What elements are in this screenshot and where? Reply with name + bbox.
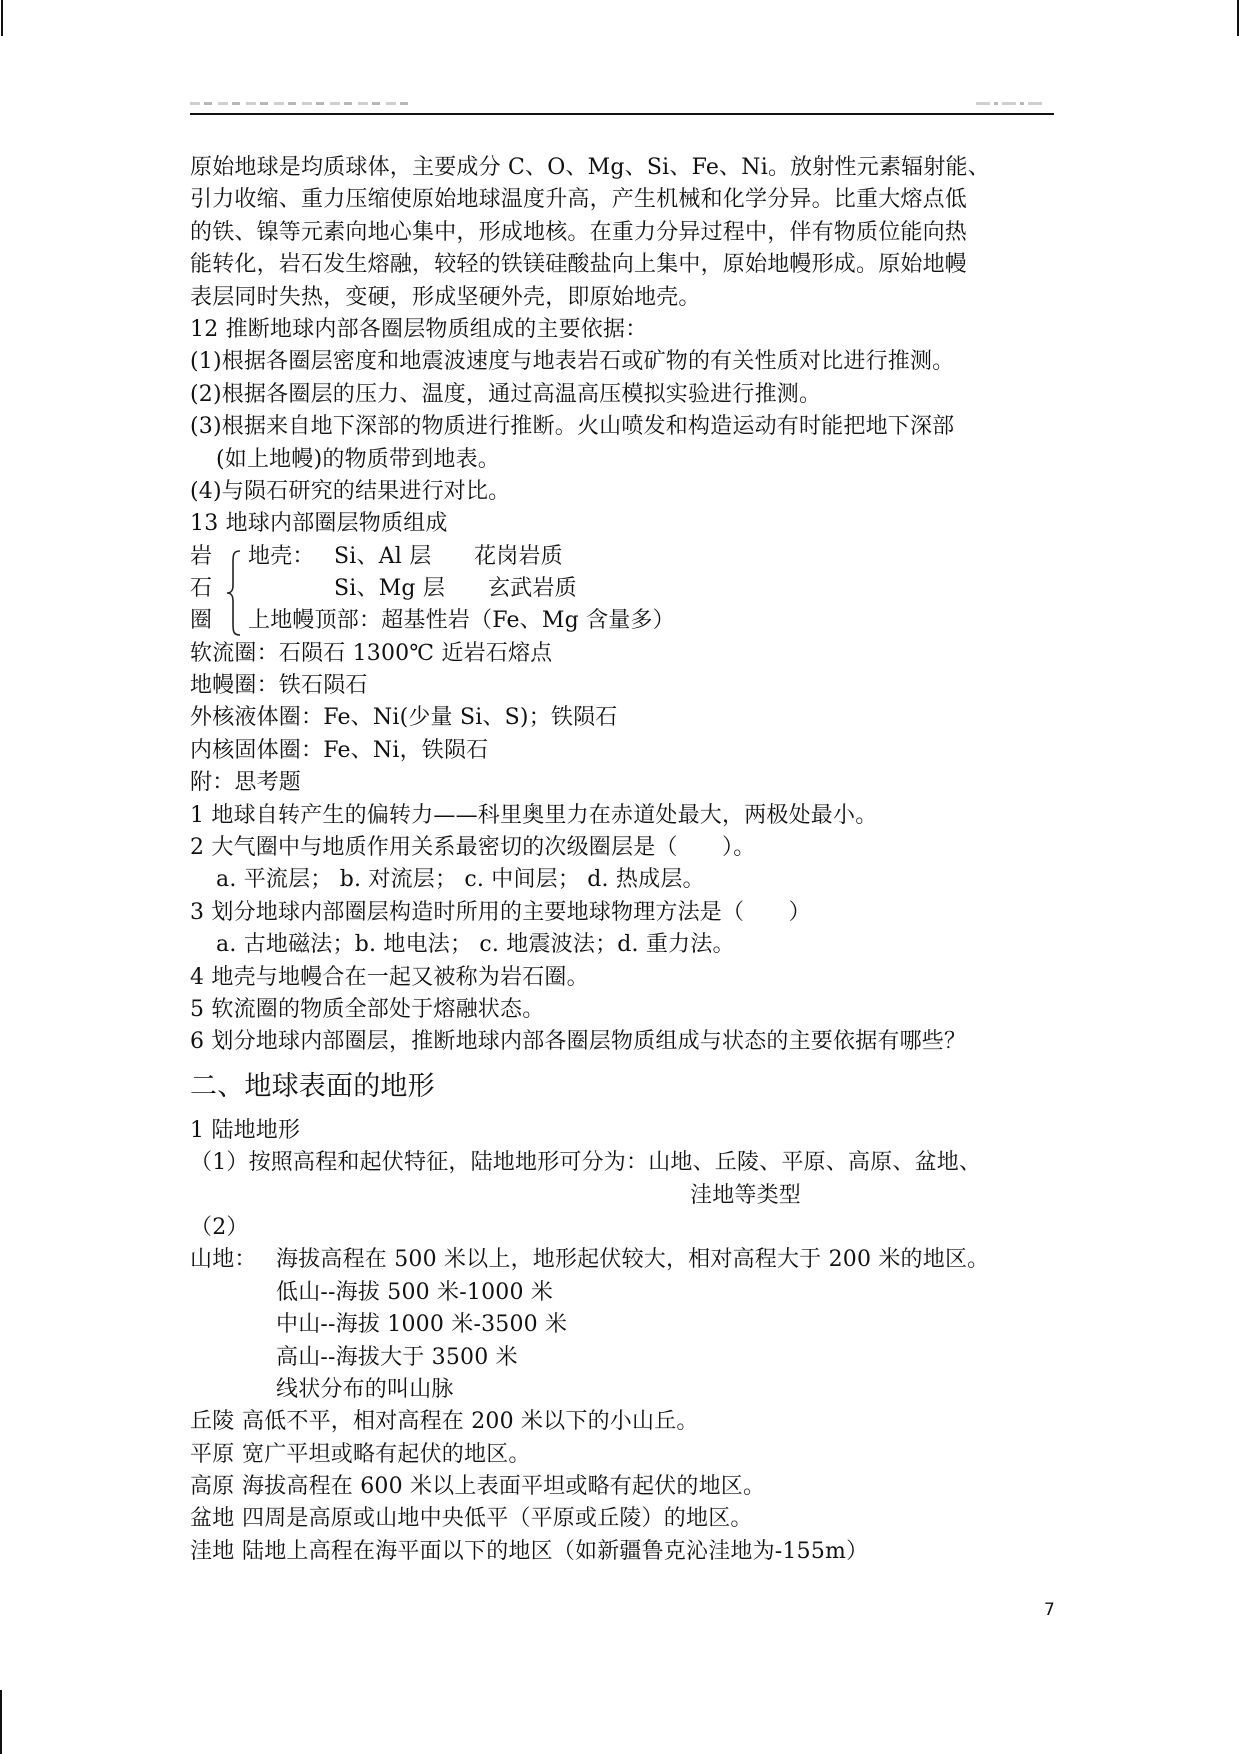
rock-sphere-rows xyxy=(248,541,675,638)
section-heading: 二、地球表面的地形 xyxy=(190,1070,435,1102)
section-two xyxy=(190,1061,1060,1568)
question: 1 地球自转产生的偏转力——科里奥里力在赤道处最大，两极处最小。 xyxy=(190,802,878,828)
layer-item: 软流圈：石陨石 1300℃ 近岩石熔点 xyxy=(190,640,553,666)
landform-definition: 高低不平，相对高程在 200 米以下的小山丘。 xyxy=(242,1409,699,1435)
text-line: 的铁、镍等元素向地心集中，形成地核。在重力分异过程中，伴有物质位能向热 xyxy=(190,219,968,245)
section-13-title: 13 地球内部圈层物质组成 xyxy=(190,511,448,537)
question-options: a. 古地磁法；b. 地电法； c. 地震波法；d. 重力法。 xyxy=(216,932,735,958)
list-item-continuation: (如上地幔)的物质带到地表。 xyxy=(216,446,500,472)
curly-brace-icon xyxy=(224,549,244,637)
header-right-text-clipped xyxy=(976,102,1046,105)
question: 5 软流圈的物质全部处于熔融状态。 xyxy=(190,996,545,1022)
mountain-subtype: 低山--海拔 500 米-1000 米 xyxy=(276,1279,554,1305)
layer-item: 外核液体圈：Fe、Ni(少量 Si、S)；铁陨石 xyxy=(190,705,618,731)
landform-definition: 海拔高程在 600 米以上表面平坦或略有起伏的地区。 xyxy=(242,1474,766,1500)
layer-item: 地幔圈：铁石陨石 xyxy=(190,673,368,699)
question: 2 大气圈中与地质作用关系最密切的次级圈层是（ ）。 xyxy=(190,835,756,861)
list-item: (4)与陨石研究的结果进行对比。 xyxy=(190,478,511,504)
subsection-title: 1 陆地地形 xyxy=(190,1117,301,1143)
landform-definition: 陆地上高程在海平面以下的地区（如新疆鲁克沁洼地为-155m） xyxy=(242,1538,869,1564)
mountain-subtype: 线状分布的叫山脉 xyxy=(276,1376,454,1402)
list-item-continuation: 洼地等类型 xyxy=(690,1182,802,1208)
page-edge-left-bottom xyxy=(0,1690,2,1754)
landform-row-mountain xyxy=(190,1244,1060,1276)
mountain-subtype: 中山--海拔 1000 米-3500 米 xyxy=(276,1312,568,1338)
section-12-title: 12 推断地球内部各圈层物质组成的主要依据： xyxy=(190,316,648,342)
landform-row xyxy=(190,1503,1060,1535)
mountain-subtype: 高山--海拔大于 3500 米 xyxy=(276,1344,518,1370)
rock-row: Si、Mg 层 玄武岩质 xyxy=(334,576,577,602)
question: 3 划分地球内部圈层构造时所用的主要地球物理方法是（ ） xyxy=(190,899,811,925)
list-item: (3)根据来自地下深部的物质进行推断。火山喷发和构造运动有时能把地下深部 xyxy=(190,414,955,440)
question: 6 划分地球内部圈层，推断地球内部各圈层物质组成与状态的主要依据有哪些？ xyxy=(190,1029,967,1055)
landform-term: 洼地 xyxy=(190,1538,235,1564)
landform-term: 山地： xyxy=(190,1247,257,1273)
landform-row xyxy=(190,1471,1060,1503)
page-edge-right xyxy=(1237,0,1239,36)
list-item-label: （2） xyxy=(190,1214,249,1240)
section-13 xyxy=(190,508,1060,767)
header-left-text-clipped xyxy=(190,102,410,105)
rock-sphere-label: 岩 石 圈 xyxy=(190,543,213,634)
landform-definition: 宽广平坦或略有起伏的地区。 xyxy=(242,1441,531,1467)
text-line: 引力收缩、重力压缩使原始地球温度升高，产生机械和化学分异。比重大熔点低 xyxy=(190,187,968,213)
layer-item: 内核固体圈：Fe、Ni，铁陨石 xyxy=(190,737,489,763)
landform-term: 盆地 xyxy=(190,1506,235,1532)
section-12 xyxy=(190,314,1060,508)
rock-row: 地壳： Si、Al 层 花岗岩质 xyxy=(248,543,563,569)
page-header xyxy=(190,96,1054,116)
list-item: (2)根据各圈层的压力、温度，通过高温高压模拟实验进行推测。 xyxy=(190,381,822,407)
landform-term: 高原 xyxy=(190,1474,235,1500)
landform-row xyxy=(190,1406,1060,1438)
rock-row: 上地幔顶部：超基性岩（Fe、Mg 含量多） xyxy=(248,608,675,634)
appendix-title: 附：思考题 xyxy=(190,770,302,796)
list-item: （1）按照高程和起伏特征，陆地地形可分为：山地、丘陵、平原、高原、盆地、 xyxy=(190,1150,982,1176)
rock-sphere-block xyxy=(190,541,1060,638)
intro-paragraph xyxy=(190,152,1060,314)
question-options: a. 平流层； b. 对流层； c. 中间层； d. 热成层。 xyxy=(216,867,705,893)
landform-term: 丘陵 xyxy=(190,1409,235,1435)
landform-term: 平原 xyxy=(190,1441,235,1467)
landform-row xyxy=(190,1536,1060,1568)
text-line: 原始地球是均质球体，主要成分 C、O、Mg、Si、Fe、Ni。放射性元素辐射能、 xyxy=(190,155,990,180)
page-edge-left xyxy=(1,0,3,36)
list-item: (1)根据各圈层密度和地震波速度与地表岩石或矿物的有关性质对比进行推测。 xyxy=(190,349,955,375)
appendix-questions xyxy=(190,767,1060,1059)
question: 4 地壳与地幔合在一起又被称为岩石圈。 xyxy=(190,964,589,990)
page-number: 7 xyxy=(1044,1600,1055,1620)
landform-definition: 四周是高原或山地中央低平（平原或丘陵）的地区。 xyxy=(242,1506,753,1532)
page-content xyxy=(190,152,1060,1568)
landform-definition: 海拔高程在 500 米以上，地形起伏较大，相对高程大于 200 米的地区。 xyxy=(276,1247,990,1273)
text-line: 能转化，岩石发生熔融，较轻的铁镁硅酸盐向上集中，原始地幔形成。原始地幔 xyxy=(190,252,968,278)
header-rule xyxy=(190,113,1054,115)
landform-row xyxy=(190,1439,1060,1471)
text-line: 表层同时失热，变硬，形成坚硬外壳，即原始地壳。 xyxy=(190,284,701,310)
